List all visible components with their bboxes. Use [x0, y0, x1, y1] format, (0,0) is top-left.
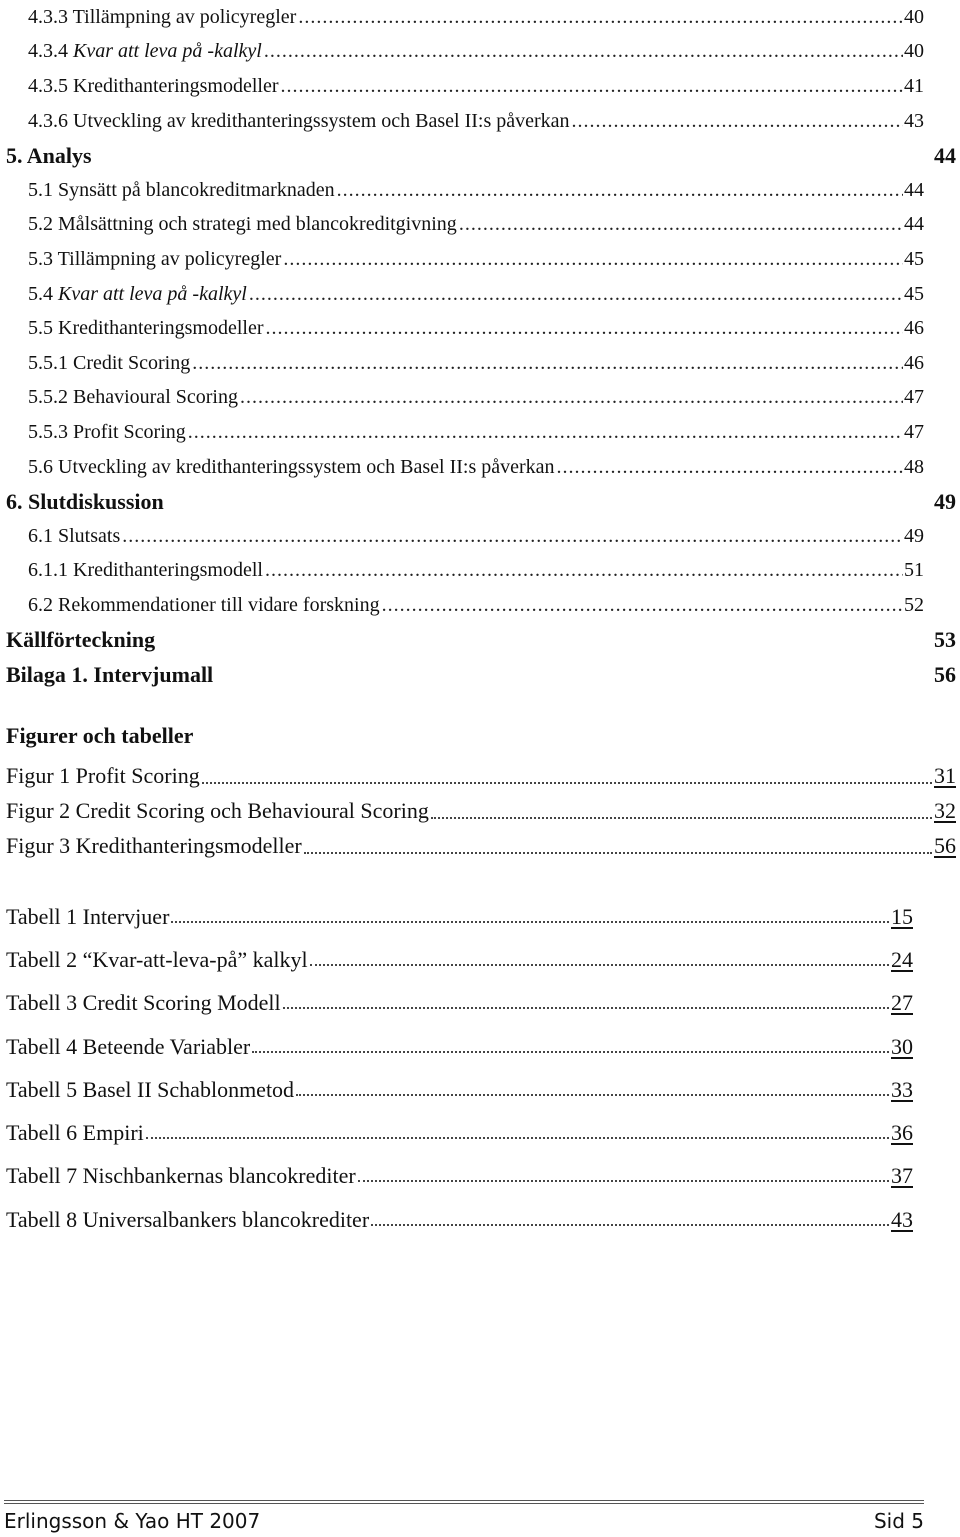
toc-entry[interactable] — [6, 173, 924, 208]
toc-entry-page: 52 — [904, 593, 924, 616]
toc-dot-leader — [281, 75, 904, 98]
page-footer — [4, 1506, 924, 1536]
toc-entry-number: 5.3 — [28, 247, 53, 270]
toc-entry-title — [28, 179, 335, 202]
table-list-item[interactable] — [6, 895, 913, 938]
footer-divider — [4, 1500, 924, 1504]
toc-dot-leader — [572, 110, 903, 133]
table-page: 43 — [891, 1206, 913, 1232]
toc-entry-page: 44 — [904, 213, 924, 236]
toc-entry-number: 4.3.6 — [28, 109, 68, 132]
table-dot-leader — [371, 1224, 889, 1226]
figure-title: Figur 1 Profit Scoring — [6, 763, 200, 788]
toc-entry-text: Credit Scoring — [73, 351, 191, 374]
table-dot-leader — [296, 1094, 889, 1096]
toc-dot-leader — [264, 40, 903, 63]
toc-entry-text: Kredithanteringsmodell — [73, 559, 263, 582]
toc-entry-text: Kredithanteringsmodeller — [73, 74, 279, 97]
toc-entry-title — [28, 352, 190, 375]
toc-entry-text: Kvar att leva på -kalkyl — [58, 282, 247, 305]
figure-title: Figur 3 Kredithanteringsmodeller — [6, 833, 302, 858]
toc-entry-text: Kvar att leva på -kalkyl — [73, 40, 262, 63]
figure-title: Figur 2 Credit Scoring och Behavioural Scoring — [6, 798, 429, 823]
toc-chapter-page: 56 — [934, 661, 956, 687]
table-title: Tabell 5 Basel II Schablonmetod — [6, 1076, 295, 1102]
toc-entry[interactable] — [6, 69, 924, 104]
figure-page: 31 — [934, 763, 956, 788]
table-dot-leader — [252, 1051, 889, 1053]
figure-list-item[interactable] — [6, 789, 956, 824]
toc-entry-page: 45 — [904, 247, 924, 270]
toc-chapter-title: 6. Slutdiskussion — [6, 488, 164, 514]
toc-entry[interactable] — [6, 346, 924, 381]
table-dot-leader — [310, 964, 889, 966]
toc-entry-text: Slutsats — [58, 524, 121, 547]
toc-entry[interactable] — [6, 311, 924, 346]
toc-entry-text: Tillämpning av policyregler — [72, 5, 297, 28]
toc-entry-number: 4.3.3 — [28, 5, 68, 28]
table-title: Tabell 2 “Kvar-att-leva-på” kalkyl — [6, 946, 308, 972]
figure-page: 32 — [934, 798, 956, 823]
toc-entry[interactable] — [6, 381, 924, 416]
toc-dot-leader — [298, 6, 903, 29]
toc-chapter-title: 5. Analys — [6, 142, 92, 168]
toc-dot-leader — [382, 594, 903, 617]
toc-entry[interactable] — [6, 104, 924, 139]
toc-entry-page: 40 — [904, 40, 924, 63]
table-dot-leader — [283, 1007, 889, 1009]
toc-entry-page: 45 — [904, 282, 924, 305]
toc-entry-number: 5.5.2 — [28, 386, 68, 409]
footer-authors: Erlingsson & Yao HT 2007 — [4, 1509, 261, 1533]
toc-entry-text: Utveckling av kredithanteringssystem och Basel II:s påverkan — [58, 455, 555, 478]
toc-entry-page: 40 — [904, 5, 924, 28]
toc-entry-title — [28, 559, 263, 582]
toc-entry-page: 46 — [904, 317, 924, 340]
table-page: 30 — [891, 1033, 913, 1059]
toc-entry-number: 6.1 — [28, 524, 53, 547]
toc-entry[interactable] — [6, 450, 924, 485]
toc-entry-page: 51 — [904, 559, 924, 582]
table-title: Tabell 6 Empiri — [6, 1120, 144, 1146]
table-dot-leader — [146, 1137, 889, 1139]
toc-entry-title — [28, 456, 555, 479]
toc-dot-leader — [266, 317, 904, 340]
toc-chapter-title: Källförteckning — [6, 626, 156, 652]
toc-entry-title — [28, 283, 247, 306]
toc-chapter-heading[interactable] — [6, 657, 956, 692]
toc-entry[interactable] — [6, 519, 924, 554]
table-list-item[interactable] — [6, 1025, 913, 1068]
table-page: 37 — [891, 1163, 913, 1189]
toc-entry-number: 5.2 — [28, 213, 53, 236]
toc-dot-leader — [122, 525, 903, 548]
toc-entry-title — [28, 6, 296, 29]
figure-page: 56 — [934, 833, 956, 858]
tables-list — [6, 895, 913, 1241]
figures-list — [6, 718, 956, 859]
toc-entry-page: 49 — [904, 524, 924, 547]
toc-entry[interactable] — [6, 415, 924, 450]
table-list-item[interactable] — [6, 1068, 913, 1111]
toc-entry-page: 41 — [904, 74, 924, 97]
toc-dot-leader — [192, 352, 903, 375]
toc-entry-title — [28, 525, 120, 548]
table-list-item[interactable] — [6, 1198, 913, 1241]
table-list-item[interactable] — [6, 1155, 913, 1198]
table-list-item[interactable] — [6, 982, 913, 1025]
toc-entry-title — [28, 248, 281, 271]
toc-entry-page: 47 — [904, 420, 924, 443]
toc-entry[interactable] — [6, 277, 924, 312]
toc-chapter-page: 49 — [934, 488, 956, 514]
toc-dot-leader — [459, 213, 903, 236]
toc-dot-leader — [265, 559, 903, 582]
toc-chapter-page: 53 — [934, 626, 956, 652]
toc-entry-title — [28, 594, 380, 617]
table-of-contents — [6, 0, 956, 692]
figure-dot-leader — [202, 782, 932, 784]
toc-entry-page: 47 — [904, 386, 924, 409]
toc-entry-title — [28, 110, 570, 133]
toc-chapter-page: 44 — [934, 142, 956, 168]
toc-dot-leader — [557, 456, 903, 479]
toc-dot-leader — [240, 386, 903, 409]
table-dot-leader — [171, 921, 889, 923]
toc-entry-number: 5.5.1 — [28, 351, 68, 374]
toc-entry-page: 48 — [904, 455, 924, 478]
toc-entry[interactable] — [6, 588, 924, 623]
figure-list-item[interactable] — [6, 824, 956, 859]
toc-entry-number: 6.2 — [28, 593, 53, 616]
toc-entry-text: Utveckling av kredithanteringssystem och Basel II:s påverkan — [73, 109, 570, 132]
table-dot-leader — [358, 1180, 889, 1182]
toc-entry-number: 6.1.1 — [28, 559, 68, 582]
toc-entry[interactable] — [6, 554, 924, 589]
toc-dot-leader — [188, 421, 903, 444]
toc-entry-text: Behavioural Scoring — [73, 386, 238, 409]
toc-entry-text: Målsättning och strategi med blancokreditgivning — [58, 213, 457, 236]
toc-entry-number: 4.3.4 — [28, 40, 68, 63]
table-page: 33 — [891, 1076, 913, 1102]
table-list-item[interactable] — [6, 938, 913, 981]
toc-entry-title — [28, 386, 238, 409]
toc-entry-text: Profit Scoring — [73, 420, 186, 443]
toc-entry-text: Rekommendationer till vidare forskning — [58, 593, 380, 616]
figure-dot-leader — [431, 817, 932, 819]
toc-entry-text: Tillämpning av policyregler — [57, 247, 282, 270]
toc-entry-title — [28, 213, 457, 236]
table-title: Tabell 3 Credit Scoring Modell — [6, 990, 281, 1016]
table-page: 36 — [891, 1120, 913, 1146]
toc-dot-leader — [283, 248, 903, 271]
toc-entry-title — [28, 40, 262, 63]
toc-entry[interactable] — [6, 242, 924, 277]
toc-chapter-heading[interactable] — [6, 138, 956, 173]
table-title: Tabell 8 Universalbankers blancokrediter — [6, 1206, 370, 1232]
toc-entry-number: 4.3.5 — [28, 74, 68, 97]
toc-entry[interactable] — [6, 0, 924, 35]
table-page: 27 — [891, 990, 913, 1016]
footer-page-number: Sid 5 — [873, 1509, 924, 1533]
toc-entry[interactable] — [6, 208, 924, 243]
table-page: 24 — [891, 946, 913, 972]
toc-entry-title — [28, 317, 264, 340]
figures-heading: Figurer och tabeller — [6, 723, 194, 748]
toc-entry[interactable] — [6, 35, 924, 70]
toc-chapter-title: Bilaga 1. Intervjumall — [6, 661, 214, 687]
toc-entry-title — [28, 421, 186, 444]
toc-entry-number: 5.4 — [28, 282, 53, 305]
toc-entry-number: 5.1 — [28, 178, 53, 201]
toc-entry-page: 43 — [904, 109, 924, 132]
toc-entry-number: 5.6 — [28, 455, 53, 478]
table-page: 15 — [891, 903, 913, 929]
toc-chapter-heading[interactable] — [6, 623, 956, 658]
toc-entry-page: 44 — [904, 178, 924, 201]
table-title: Tabell 4 Beteende Variabler — [6, 1033, 251, 1059]
figure-list-item[interactable] — [6, 754, 956, 789]
toc-entry-page: 46 — [904, 351, 924, 374]
toc-entry-text: Synsätt på blancokreditmarknaden — [58, 178, 335, 201]
table-title: Tabell 1 Intervjuer — [6, 903, 170, 929]
toc-entry-number: 5.5.3 — [28, 420, 68, 443]
toc-chapter-heading[interactable] — [6, 484, 956, 519]
toc-entry-title — [28, 75, 279, 98]
table-title: Tabell 7 Nischbankernas blancokrediter — [6, 1163, 356, 1189]
toc-dot-leader — [337, 179, 903, 202]
toc-entry-number: 5.5 — [28, 317, 53, 340]
toc-dot-leader — [249, 283, 903, 306]
figure-dot-leader — [304, 852, 932, 854]
table-list-item[interactable] — [6, 1111, 913, 1154]
toc-entry-text: Kredithanteringsmodeller — [58, 317, 264, 340]
